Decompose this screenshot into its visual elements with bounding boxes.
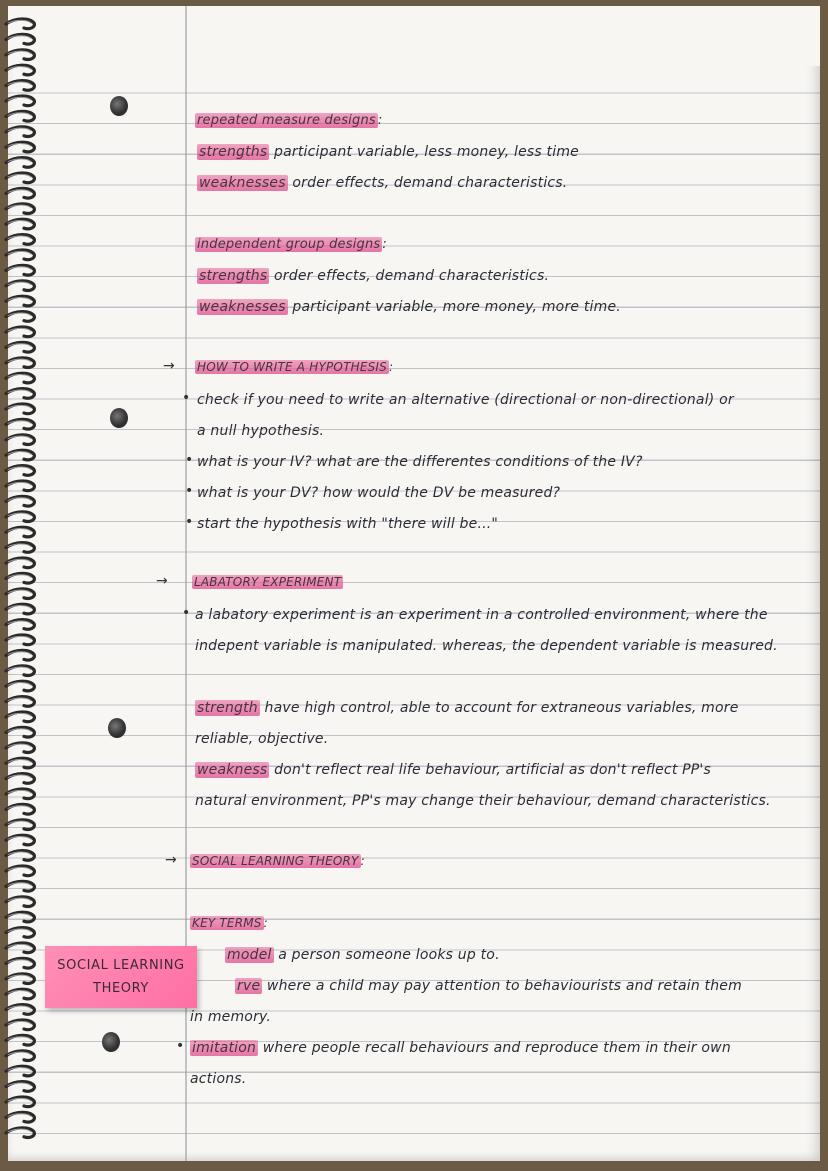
note-line: a null hypothesis. [197, 423, 325, 439]
section-heading: repeated measure designs : [197, 113, 383, 128]
note-line: start the hypothesis with "there will be..." [197, 516, 499, 532]
bullet-icon: • [176, 1038, 185, 1054]
arrow-icon: → [163, 358, 175, 374]
bullet-icon: • [182, 605, 191, 621]
note-line: reliable, objective. [195, 731, 329, 747]
note-line: rve where a child may pay attention to behaviourists and retain them [237, 978, 742, 994]
bullet-icon: • [182, 390, 191, 406]
note-line: strength have high control, able to account for extraneous variables, more [197, 700, 739, 716]
note-line: what is your DV? how would the DV be measured? [197, 485, 561, 501]
note-line: what is your IV? what are the differentes conditions of the IV? [197, 454, 643, 470]
note-line: strengths order effects, demand characteristics. [199, 268, 550, 284]
arrow-icon: → [165, 852, 177, 868]
arrow-icon: → [156, 573, 168, 589]
note-line: indepent variable is manipulated. whereas, the dependent variable is measured. [195, 638, 778, 654]
note-line: weaknesses participant variable, more money, more time. [199, 299, 621, 315]
note-line: check if you need to write an alternative (directional or non-directional) or [197, 392, 734, 408]
section-heading: HOW TO WRITE A HYPOTHESIS : [197, 360, 394, 374]
note-line: actions. [190, 1071, 247, 1087]
bullet-icon: • [185, 514, 194, 530]
bullet-icon: • [185, 452, 194, 468]
section-heading: SOCIAL LEARNING THEORY : [192, 854, 365, 868]
section-heading: LABATORY EXPERIMENT [194, 575, 342, 589]
sticky-note: SOCIAL LEARNING THEORY [45, 946, 197, 1008]
note-line: imitation where people recall behaviours and reproduce them in their own [192, 1040, 731, 1056]
bullet-icon: • [185, 483, 194, 499]
section-heading: independent group designs : [197, 237, 387, 252]
note-line: a labatory experiment is an experiment in a controlled environment, where the [195, 607, 768, 623]
section-heading: KEY TERMS : [192, 916, 268, 930]
note-line: strengths participant variable, less money, less time [199, 144, 579, 160]
note-line: weakness don't reflect real life behaviour, artificial as don't reflect PP's [197, 762, 711, 778]
note-line: natural environment, PP's may change their behaviour, demand characteristics. [195, 793, 771, 809]
note-line: model a person someone looks up to. [227, 947, 500, 963]
note-line: weaknesses order effects, demand characteristics. [199, 175, 568, 191]
note-line: in memory. [190, 1009, 272, 1025]
